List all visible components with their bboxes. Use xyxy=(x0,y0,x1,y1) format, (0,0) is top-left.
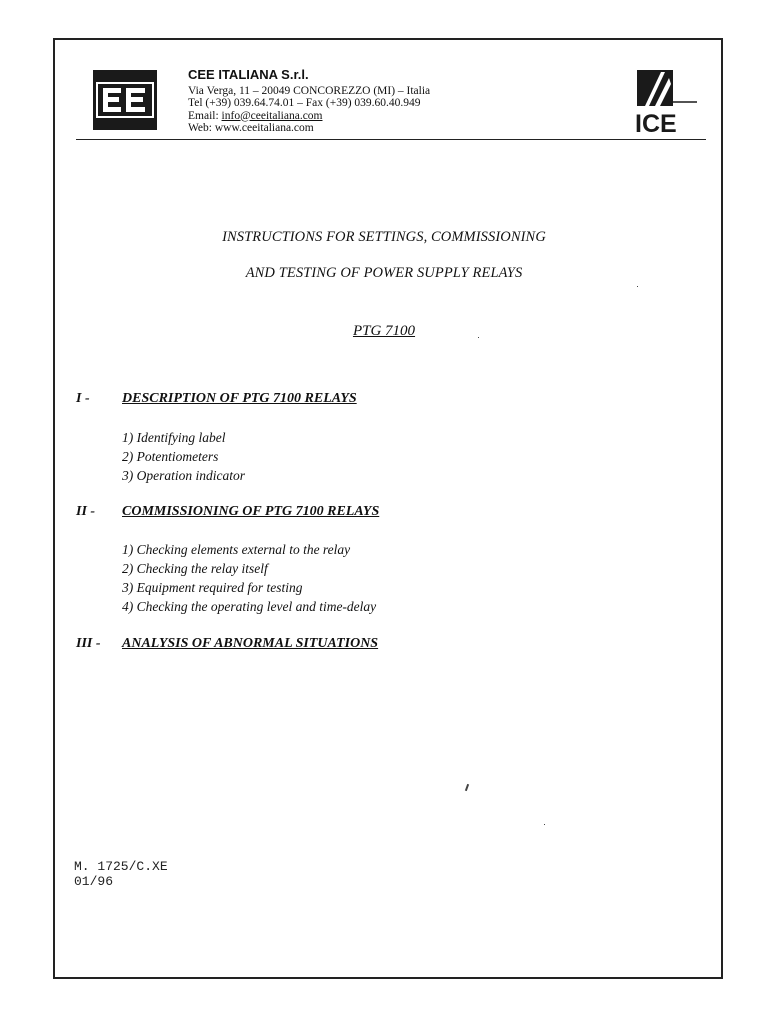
cee-logo xyxy=(93,70,157,130)
list-item: 3) Operation indicator xyxy=(122,468,245,483)
document-date: 01/96 xyxy=(74,874,114,889)
section-1-items xyxy=(122,428,245,485)
list-item: 2) Potentiometers xyxy=(122,449,219,464)
list-item: 1) Identifying label xyxy=(122,430,226,445)
model-name: PTG 7100 xyxy=(352,323,416,339)
section-2-items xyxy=(122,540,376,616)
title-line-1: INSTRUCTIONS FOR SETTINGS, COMMISSIONING xyxy=(222,229,546,245)
list-item: 3) Equipment required for testing xyxy=(122,580,303,595)
ice-logo-text: ICE xyxy=(635,110,677,134)
section-number: II - xyxy=(76,504,96,519)
section-number: III - xyxy=(76,636,101,651)
company-email-row xyxy=(188,110,430,123)
company-info xyxy=(188,69,430,135)
section-2 xyxy=(76,504,379,520)
section-3 xyxy=(76,636,378,652)
header-divider xyxy=(76,139,706,140)
company-web: Web: www.ceeitaliana.com xyxy=(188,122,314,134)
email-label: Email: xyxy=(188,109,222,122)
ice-logo xyxy=(633,70,699,134)
model-title xyxy=(0,323,768,340)
scan-speck xyxy=(637,286,638,287)
scan-speck xyxy=(544,824,545,825)
list-item: 2) Checking the relay itself xyxy=(122,561,268,576)
list-item: 4) Checking the operating level and time-delay xyxy=(122,599,377,614)
document-footer xyxy=(74,859,168,889)
section-heading: COMMISSIONING OF PTG 7100 RELAYS xyxy=(122,504,380,519)
section-heading: ANALYSIS OF ABNORMAL SITUATIONS xyxy=(122,636,379,651)
document-code: M. 1725/C.XE xyxy=(74,859,168,874)
email-link[interactable]: info@ceeitaliana.com xyxy=(221,109,323,122)
section-number: I - xyxy=(76,391,90,406)
section-heading: DESCRIPTION OF PTG 7100 RELAYS xyxy=(122,391,357,406)
scan-speck xyxy=(478,337,479,338)
section-1 xyxy=(76,391,357,407)
company-name: CEE ITALIANA S.r.l. xyxy=(188,67,309,82)
title-line-2: AND TESTING OF POWER SUPPLY RELAYS xyxy=(245,265,523,281)
list-item: 1) Checking elements external to the relay xyxy=(122,542,351,557)
company-phone-fax: Tel (+39) 039.64.74.01 – Fax (+39) 039.60.40.949 xyxy=(188,97,421,109)
company-address: Via Verga, 11 – 20049 CONCOREZZO (MI) – Italia xyxy=(188,84,431,97)
